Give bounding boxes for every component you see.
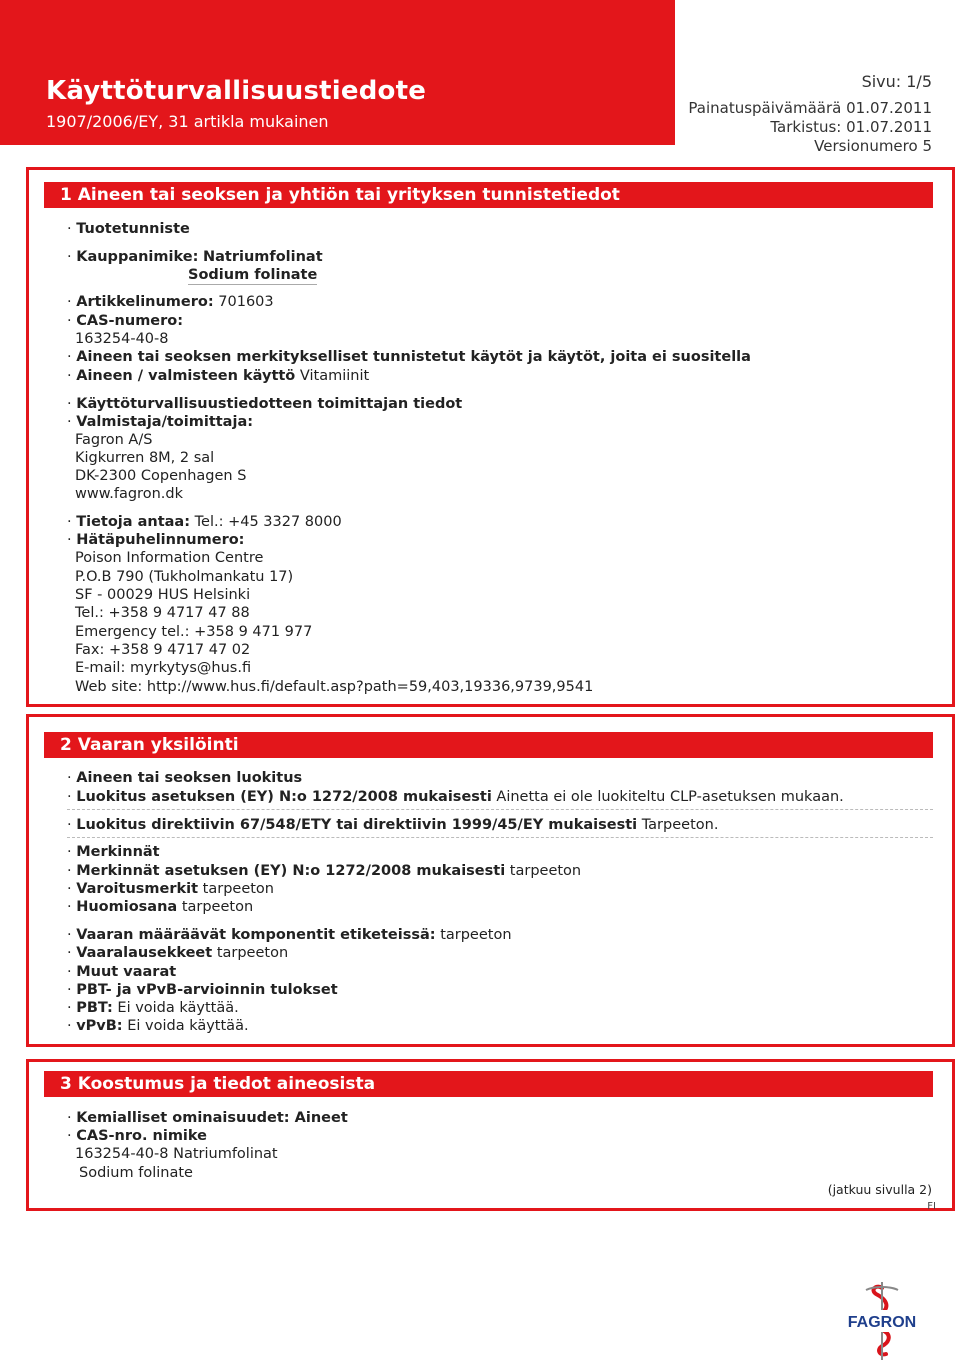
cas-number-value: 163254-40-8 <box>75 331 169 347</box>
divider <box>67 837 933 838</box>
emergency-line: P.O.B 790 (Tukholmankatu 17) <box>75 569 294 585</box>
supplier-details: · Käyttöturvallisuustiedotteen toimittajan tiedot <box>67 396 463 412</box>
emergency-website[interactable]: Web site: http://www.hus.fi/default.asp?path=59,403,19336,9739,9541 <box>75 679 594 695</box>
other-hazards: · Muut vaarat <box>67 964 177 980</box>
emergency-line: Emergency tel.: +358 9 471 977 <box>75 624 313 640</box>
emergency-label: · Hätäpuhelinnumero: <box>67 532 245 548</box>
directive-classification: · Luokitus direktiivin 67/548/ETY tai direktiivin 1999/45/EY mukaisesti Tarpeeton. <box>67 817 719 833</box>
logo-text: FAGRON <box>847 1314 917 1331</box>
vpvb: · vPvB: Ei voida käyttää. <box>67 1018 249 1034</box>
language-code: FI <box>927 1201 936 1212</box>
pbt: · PBT: Ei voida käyttää. <box>67 1000 239 1016</box>
chemical-characterization: · Kemialliset ominaisuudet: Aineet <box>67 1110 348 1126</box>
manufacturer-line: DK-2300 Copenhagen S <box>75 468 247 484</box>
revision-date: Tarkistus: 01.07.2011 <box>770 118 932 136</box>
emergency-line: Fax: +358 9 4717 47 02 <box>75 642 251 658</box>
cas-name-label: · CAS-nro. nimike <box>67 1128 207 1144</box>
substance-use: · Aineen / valmisteen käyttö Vitamiinit <box>67 368 370 384</box>
header-meta <box>688 72 932 156</box>
hazard-statements: · Vaaralausekkeet tarpeeton <box>67 945 289 961</box>
hazard-components: · Vaaran määräävät komponentit etiketeissä: tarpeeton <box>67 927 512 943</box>
document-title: Käyttöturvallisuustiedote <box>46 76 427 106</box>
cas-line: 163254-40-8 Natriumfolinat <box>75 1146 278 1162</box>
pictograms: · Varoitusmerkit tarpeeton <box>67 881 274 897</box>
manufacturer-label: · Valmistaja/toimittaja: <box>67 414 254 430</box>
emergency-email[interactable]: E-mail: myrkytys@hus.fi <box>75 660 252 676</box>
fagron-logo <box>836 1280 928 1362</box>
manufacturer-line: Fagron A/S <box>75 432 153 448</box>
pbt-results: · PBT- ja vPvB-arvioinnin tulokset <box>67 982 338 998</box>
emergency-line: Tel.: +358 9 4717 47 88 <box>75 605 250 621</box>
trade-name: · Kauppanimike: Natriumfolinat <box>67 249 323 265</box>
continued-note: (jatkuu sivulla 2) <box>827 1182 932 1197</box>
cas-number-label: · CAS-numero: <box>67 313 184 329</box>
section-1-title: 1 Aineen tai seoksen ja yhtiön tai yrityksen tunnistetiedot <box>44 182 933 208</box>
trade-name-2: Sodium folinate <box>188 267 318 283</box>
print-date: Painatuspäivämäärä 01.07.2011 <box>688 99 932 117</box>
document-subtitle: 1907/2006/EY, 31 artikla mukainen <box>46 112 329 131</box>
divider <box>67 809 933 810</box>
info-contact: · Tietoja antaa: Tel.: +45 3327 8000 <box>67 514 342 530</box>
clp-classification: · Luokitus asetuksen (EY) N:o 1272/2008 mukaisesti Ainetta ei ole luokiteltu CLP-asetuksen mukaan. <box>67 789 844 805</box>
article-number: · Artikkelinumero: 701603 <box>67 294 274 310</box>
emergency-line: SF - 00029 HUS Helsinki <box>75 587 251 603</box>
product-identifier: · Tuotetunniste <box>67 221 190 237</box>
page-number: Sivu: 1/5 <box>861 72 932 91</box>
manufacturer-line: Kigkurren 8M, 2 sal <box>75 450 215 466</box>
section-2-title: 2 Vaaran yksilöinti <box>44 732 933 758</box>
manufacturer-website[interactable]: www.fagron.dk <box>75 486 183 502</box>
version-number: Versionumero 5 <box>814 137 932 155</box>
classification-label: · Aineen tai seoksen luokitus <box>67 770 303 786</box>
identified-uses: · Aineen tai seoksen merkitykselliset tunnistetut käytöt ja käytöt, joita ei suositella <box>67 349 751 365</box>
section-3-title: 3 Koostumus ja tiedot aineosista <box>44 1071 933 1097</box>
emergency-line: Poison Information Centre <box>75 550 264 566</box>
signal-word: · Huomiosana tarpeeton <box>67 899 254 915</box>
labelling-clp: · Merkinnät asetuksen (EY) N:o 1272/2008 mukaisesti tarpeeton <box>67 863 582 879</box>
substance-name: Sodium folinate <box>79 1165 193 1181</box>
labelling-label: · Merkinnät <box>67 844 160 860</box>
